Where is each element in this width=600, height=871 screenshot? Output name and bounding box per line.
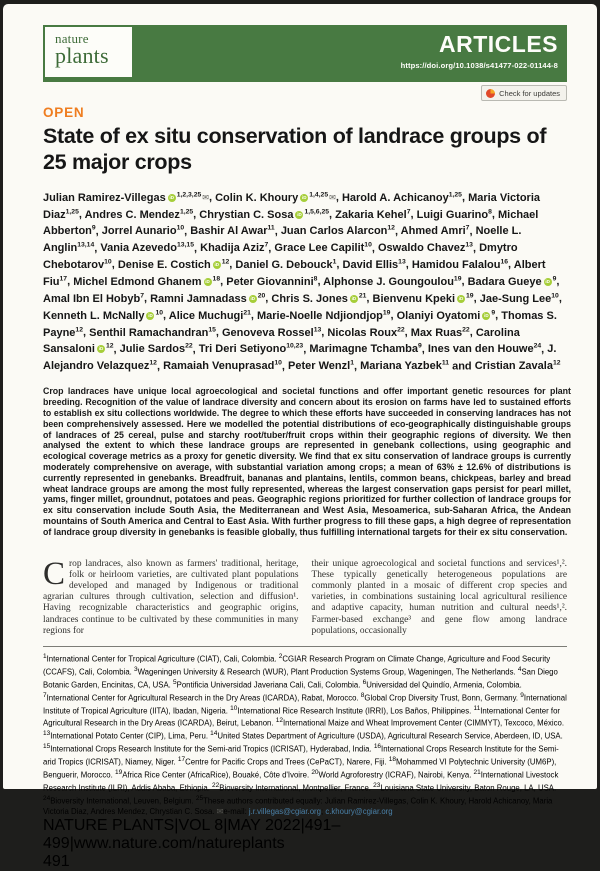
author: Julie Sardos$^{22}$	[119, 342, 193, 356]
author: J. Alejandro Velazquez$^{12}$	[43, 343, 557, 373]
article-title: State of ex situ conservation of landrace groups of 25 major crops	[43, 124, 547, 174]
body-column-right	[312, 559, 568, 637]
author: Albert Fiu$^{17}$	[43, 259, 546, 288]
orcid-icon[interactable]: iD	[458, 295, 464, 301]
orcid-icon[interactable]: iD	[297, 211, 302, 217]
author: Noelle L. Anglin$^{13,14}$	[43, 225, 522, 255]
author: Jorrel Aunario$^{10}$	[101, 224, 185, 238]
author: Kenneth L. McNally iD $^{10}$	[43, 309, 164, 322]
email-icon: ✉	[216, 806, 224, 816]
open-access-label: OPEN	[43, 105, 85, 120]
author: Marie-Noelle Ndjiondjop$^{19}$	[257, 309, 391, 322]
author: Amal Ibn El Hobyb$^7$	[43, 292, 144, 305]
nature-plants-logo[interactable]	[45, 27, 132, 77]
orcid-icon[interactable]: iD	[545, 278, 550, 284]
author: Peter Giovannini$^8$	[226, 275, 318, 288]
footer-separator: |	[69, 835, 74, 853]
author: Zakaria Kehel$^7$	[335, 207, 411, 221]
author: Genoveva Rossel$^{13}$	[222, 325, 322, 339]
author: Ramni Jamnadass iD $^{20}$	[150, 292, 266, 305]
author: Peter Wenzl$^1$	[288, 359, 354, 373]
corresponding-email-icon[interactable]: ✉	[202, 192, 209, 202]
body-text-left: rop landraces, also known as farmers' traditional, heritage, folk or heirloom varieties, are cultivated plant populations developed and managed by Indigenous or traditional agrarian cultures through cultivation, selection and diffusion¹. Having recognizable characteristics and geographic origins, landraces continue to be cultivated by these communities in many regions for	[43, 558, 299, 636]
author: Olaniyi Oyatomi iD $^9$	[396, 309, 496, 322]
author: Michael Abberton$^9$	[43, 208, 539, 238]
author: Maria Victoria Diaz$^{1,25}$	[43, 191, 541, 221]
author: Ahmed Amri$^7$	[400, 224, 470, 238]
author: Denise E. Costich iD $^{12}$	[117, 258, 230, 272]
footnote-divider	[43, 646, 567, 647]
author: Ines van den Houwe$^{24}$	[427, 342, 542, 356]
author: Oswaldo Chavez$^{13}$	[377, 241, 473, 255]
author: Michel Edmond Ghanem iD $^{18}$	[73, 275, 221, 288]
author: Thomas S. Payne$^{12}$	[43, 309, 557, 339]
body-text-right: their unique agroecological and societal functions and services¹,². These typically genetically heterogeneous populations are commonly planted in a mosaic of different crop species and varieties, in combinations sustaining local agricultural resilience and adaptive capacity, human nutrition and cultural needs¹,². Farmer-based exchange³ and gene flow among landrace populations, occasionally	[311, 558, 567, 636]
email-link[interactable]: c.khoury@cgiar.org	[325, 806, 393, 816]
author: Senthil Ramachandran$^{15}$	[89, 325, 216, 339]
author: Mariana Yazbek$^{11}$	[360, 359, 450, 373]
logo-word-nature: nature	[55, 31, 89, 46]
footer-volume: VOL 8	[178, 817, 224, 835]
author: Carolina Sansaloni iD $^{12}$	[43, 326, 520, 356]
author: Daniel G. Debouck$^1$	[235, 258, 337, 272]
author: Chrystian C. Sosa iD $^{1,5,6,25}$	[199, 207, 330, 221]
author: Juan Carlos Alarcon$^{12}$	[280, 224, 395, 238]
drop-cap: C	[43, 555, 66, 592]
author: Nicolas Roux$^{22}$	[327, 325, 405, 339]
footer-date: MAY 2022	[227, 817, 301, 835]
page-footer	[43, 817, 567, 871]
author: Grace Lee Capilit$^{10}$	[274, 241, 372, 255]
author: Julian Ramirez-Villegas iD $^{1,2,3,25}$✉	[43, 191, 209, 204]
author: David Ellis$^{13}$	[342, 258, 406, 272]
abstract: Crop landraces have unique local agroecological and societal functions and offer important genetic resources for plant breeding. Recognition of the value of landrace diversity and concern about its erosion on farms have led to sustained efforts to establish ex situ collections worldwide. The degree to which these efforts have succeeded in conserving landraces has not been comprehensively assessed. Here we modelled the potential distributions of eco-geographically distinguishable groups of landraces of 25 cereal, pulse and starchy root/tuber/fruit crops within their geographic regions of diversity. We then analysed the extent to which these landrace groups are represented in genebank collections, using geographic and ecological coverage metrics as a proxy for genetic diversity. We find that ex situ conservation of landrace groups is currently moderately comprehensive on average, with substantial variation among crops; a mean of 63% ± 12.6% of distributions is currently represented in genebanks. Breadfruit, bananas and plantains, lentils, common beans, chickpeas, barley and bread wheat landrace groups are among the most fully represented, whereas the largest conservation gaps persist for pearl millet, yams, finger millet, groundnut, potatoes and peas. Geographic regions prioritized for further collection of landrace groups for ex situ conservation include South Asia, the Mediterranean and West Asia, Mesoamerica, sub-Saharan Africa, the Andean mountains of South America and Central to East Asia. With further progress to fill these gaps, a high degree of representation of landrace group diversity in genebanks is feasible globally, thus fulfilling international targets for their ex situ conservation.	[43, 386, 571, 537]
footer-separator: |	[300, 817, 305, 835]
orcid-icon[interactable]: iD	[148, 312, 153, 318]
author: Ramaiah Venuprasad$^{10}$	[163, 359, 282, 373]
orcid-icon[interactable]: iD	[205, 278, 210, 284]
email-link[interactable]: j.r.villegas@cgiar.org	[248, 806, 321, 816]
crossmark-icon	[486, 89, 495, 98]
author: Hamidou Falalou$^{16}$	[411, 258, 509, 272]
footer-pages: 491–499	[43, 817, 341, 853]
orcid-icon[interactable]: iD	[351, 295, 357, 301]
footer-separator: |	[223, 817, 228, 835]
page-number: 491	[43, 853, 70, 871]
author-list: Julian Ramirez-Villegas iD $^{1,2,3,25}$✉, Colin K. Khoury iD $^{1,4,25}$✉, Harold A. Achicanoy$^{1,25}$, Maria Victoria Diaz$^{1,25}$, Andres C. Mendez$^{1,25}$, Chrystian C. Sosa iD $^{1,5,6,25}$, Zakaria Kehel$^7$, Luigi Guarino$^8$, Michael Abberton$^9$, Jorrel Aunario$^{10}$, Bashir Al Awar$^{11}$, Juan Carlos Alarcon$^{12}$, Ahmed Amri$^7$, Noelle L. Anglin$^{13,14}$, Vania Azevedo$^{13,15}$, Khadija Aziz$^7$, Grace Lee Capilit$^{10}$, Oswaldo Chavez$^{13}$, Dmytro Chebotarov$^{10}$, Denise E. Costich iD $^{12}$, Daniel G. Debouck$^1$, David Ellis$^{13}$, Hamidou Falalou$^{16}$, Albert Fiu$^{17}$, Michel Edmond Ghanem iD $^{18}$, Peter Giovannini$^8$, Alphonse J. Goungoulou$^{19}$, Badara Gueye iD $^9$, Amal Ibn El Hobyb$^7$, Ramni Jamnadass iD $^{20}$, Chris S. Jones iD $^{21}$, Bienvenu Kpeki iD $^{19}$, Jae-Sung Lee$^{10}$, Kenneth L. McNally iD $^{10}$, Alice Muchugi$^{21}$, Marie-Noelle Ndjiondjop$^{19}$, Olaniyi Oyatomi iD $^9$, Thomas S. Payne$^{12}$, Senthil Ramachandran$^{15}$, Genoveva Rossel$^{13}$, Nicolas Roux$^{22}$, Max Ruas$^{22}$, Carolina Sansaloni iD $^{12}$, Julie Sardos$^{22}$, Tri Deri Setiyono$^{10,23}$, Marimagne Tchamba$^9$, Ines van den Houwe$^{24}$, J. Alejandro Velazquez$^{12}$, Ramaiah Venuprasad$^{10}$, Peter Wenzl$^1$, Mariana Yazbek$^{11}$ and Cristian Zavala$^{12}$	[43, 191, 562, 373]
author: Bienvenu Kpeki iD $^{19}$	[372, 292, 474, 305]
orcid-icon[interactable]: iD	[301, 194, 307, 200]
author: Dmytro Chebotarov$^{10}$	[43, 242, 518, 272]
author: Tri Deri Setiyono$^{10,23}$	[198, 342, 304, 356]
author: Max Ruas$^{22}$	[410, 325, 470, 339]
body-columns	[43, 555, 567, 637]
footer-separator: |	[174, 817, 179, 835]
footer-journal-name: NATURE PLANTS	[43, 817, 175, 835]
orcid-icon[interactable]: iD	[98, 346, 104, 352]
author: Cristian Zavala$^{12}$	[474, 359, 561, 373]
author: Vania Azevedo$^{13,15}$	[100, 241, 194, 255]
author: Luigi Guarino$^8$	[416, 207, 492, 221]
author: Bashir Al Awar$^{11}$	[190, 224, 275, 238]
affiliations: $^1$International Center for Tropical Agriculture (CIAT), Cali, Colombia. $^2$CGIAR Research Program on Climate Change, Agriculture and Food Security (CCAFS), Cali, Colombia. $^3$Wageningen University & Research (WUR), Plant Production Systems Group, Wageningen, The Netherlands. $^4$San Diego Botanic Garden, Encinitas, CA, USA. $^5$Pontificia Universidad Javeriana Cali, Cali, Colombia. $^6$Universidad del Quindío, Armenia, Colombia. $^7$International Center for Agricultural Research in the Dry Areas (ICARDA), Rabat, Morocco. $^8$Global Crop Diversity Trust, Bonn, Germany. $^9$International Institute of Tropical Agriculture (IITA), Ibadan, Nigeria. $^{10}$International Rice Research Institute (IRRI), Los Baños, Philippines. $^{11}$International Center for Agricultural Research in the Dry Areas (ICARDA), Beirut, Lebanon. $^{12}$International Maize and Wheat Improvement Center (CIMMYT), Texcoco, México. $^{13}$International Potato Center (CIP), Lima, Peru. $^{14}$United States Department of Agriculture (USDA), Agricultural Research Service, Aberdeen, ID, USA. $^{15}$International Crops Research Institute for the Semi-arid Tropics (ICRISAT), Hyderabad, India. $^{16}$International Crops Research Institute for the Semi-arid Tropics (ICRISAT), Niamey, Niger. $^{17}$Centre for Pacific Crops and Trees (CePaCT), Narere, Fiji. $^{18}$Mohammed VI Polytechnic University (UM6P), Benguerir, Morocco. $^{19}$Africa Rice Center (AfricaRice), Bouaké, Côte d'Ivoire. $^{20}$World Agroforestry (ICRAF), Nairobi, Kenya. $^{21}$International Livestock Research Institute (ILRI), Addis Ababa, Ethiopia. $^{22}$Bioversity International, Montpellier, France. $^{23}$Louisiana State University, Baton Rouge, LA, USA. $^{24}$Bioversity International, Leuven, Belgium. $^{25}$These authors contributed equally: Julian Ramirez-Villegas, Colin K. Khoury, Harold Achicanoy, Maria Victoria Diaz, Andres Mendez, Chrystian C. Sosa. ✉e-mail: j.r.villegas@cgiar.org; c.khoury@cgiar.org	[43, 653, 567, 816]
author: Harold A. Achicanoy$^{1,25}$	[341, 191, 462, 204]
author: Jae-Sung Lee$^{10}$	[479, 292, 559, 305]
author: Khadija Aziz$^7$	[200, 241, 269, 255]
author: Alice Muchugi$^{21}$	[168, 309, 251, 322]
orcid-icon[interactable]: iD	[214, 262, 219, 268]
author: Alphonse J. Goungoulou$^{19}$	[323, 275, 462, 288]
journal-banner	[43, 25, 567, 82]
check-for-updates-label: Check for updates	[499, 88, 560, 98]
corresponding-email-icon[interactable]: ✉	[329, 192, 336, 202]
footer-journal-url[interactable]: www.nature.com/natureplants	[73, 835, 285, 853]
author: Andres C. Mendez$^{1,25}$	[84, 207, 194, 221]
author: Chris S. Jones iD $^{21}$	[271, 292, 367, 305]
check-for-updates-badge[interactable]	[481, 85, 567, 101]
logo-word-plants: plants	[55, 43, 109, 68]
article-type-label: ARTICLES	[439, 31, 558, 57]
author: Marimagne Tchamba$^9$	[309, 342, 422, 356]
orcid-icon[interactable]: iD	[250, 295, 255, 301]
orcid-icon[interactable]: iD	[169, 194, 174, 200]
orcid-icon[interactable]: iD	[484, 312, 489, 318]
doi-link[interactable]: https://doi.org/10.1038/s41477-022-01144-8	[400, 61, 558, 70]
article-page	[3, 4, 597, 871]
author: Badara Gueye iD $^9$	[467, 275, 557, 288]
body-column-left	[43, 555, 299, 637]
author: Colin K. Khoury iD $^{1,4,25}$✉	[215, 191, 336, 204]
footer-citation	[43, 817, 567, 853]
